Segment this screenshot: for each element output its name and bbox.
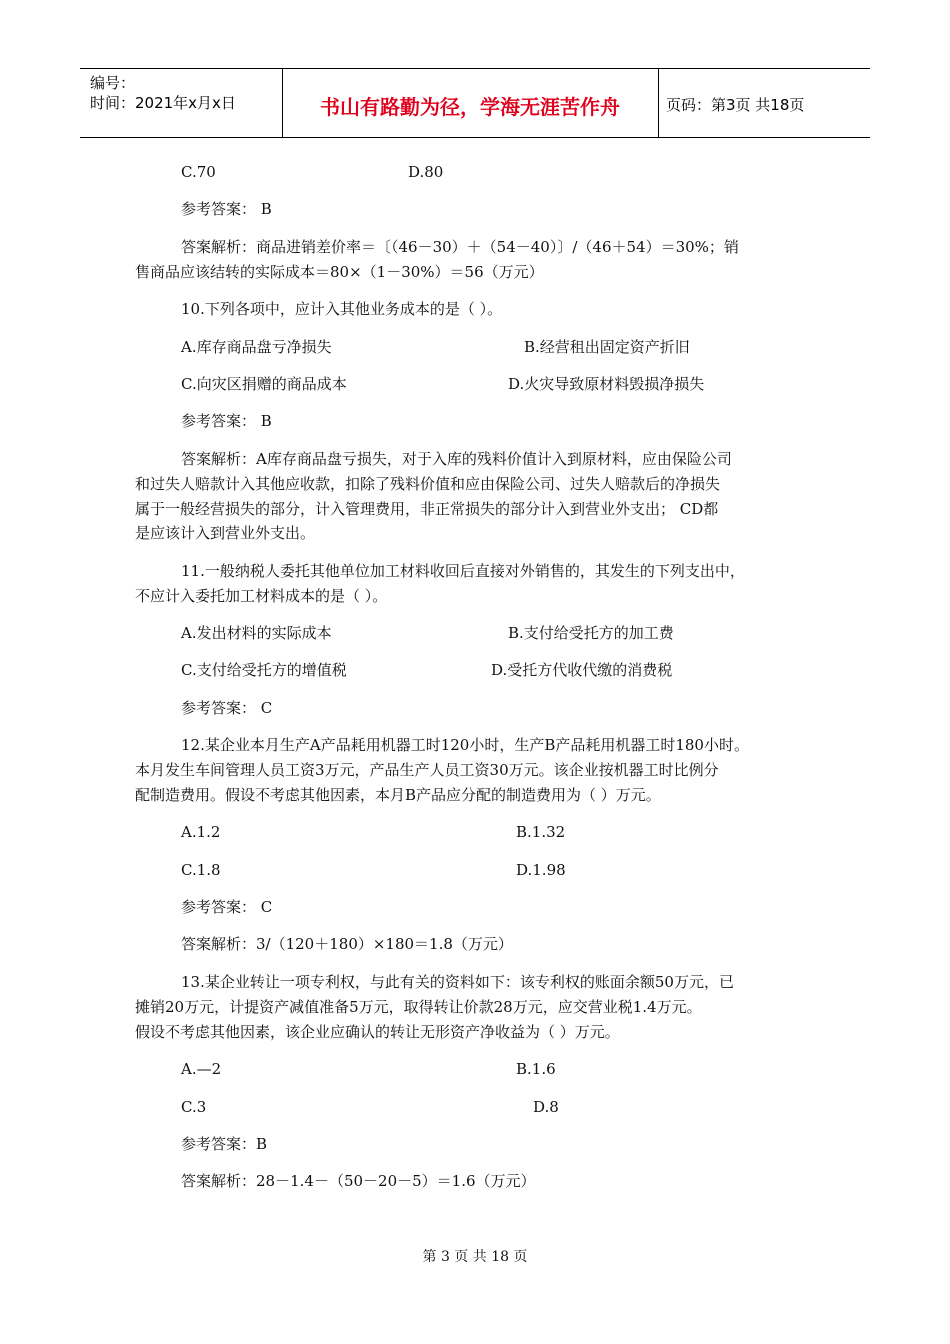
q9-option-c: C.70 [181, 163, 216, 181]
q13-option-b: B.1.6 [516, 1060, 556, 1078]
q13-answer: 参考答案：B [181, 1135, 268, 1153]
q10-explanation-line-1: 答案解析：A库存商品盘亏损失，对于入库的残料价值计入到原材料，应由保险公司 [181, 450, 732, 468]
q11-answer: 参考答案： C [181, 699, 273, 717]
q12-option-b: B.1.32 [516, 823, 566, 841]
header-left-cell [80, 69, 283, 137]
header-page-number: 页码：第3页 共18页 [666, 96, 805, 114]
q13-option-c: C.3 [181, 1098, 207, 1116]
q10-option-b: B.经营租出固定资产折旧 [524, 338, 690, 356]
q9-explanation-line-2: 售商品应该结转的实际成本＝80×（1－30%）＝56（万元） [135, 263, 544, 281]
header-motto: 书山有路勤为径，学海无涯苦作舟 [320, 95, 620, 119]
q13-option-a: A.—2 [181, 1060, 222, 1078]
q13-stem-line-2: 摊销20万元，计提资产减值准备5万元，取得转让价款28万元，应交营业税1.4万元。 [135, 998, 702, 1016]
q10-option-d: D.火灾导致原材料毁损净损失 [508, 375, 705, 393]
q9-explanation-line-1: 答案解析：商品进销差价率＝〔（46－30）＋（54－40）〕/（46＋54）＝30%；销 [181, 238, 739, 256]
q10-explanation-line-4: 是应该计入到营业外支出。 [135, 524, 316, 542]
q12-answer: 参考答案： C [181, 898, 273, 916]
q11-option-b: B.支付给受托方的加工费 [508, 624, 674, 642]
q12-option-d: D.1.98 [516, 861, 566, 879]
q10-explanation-line-3: 属于一般经营损失的部分，计入管理费用，非正常损失的部分计入到营业外支出； CD都 [135, 500, 719, 518]
header-right-cell [658, 69, 870, 137]
q12-stem-line-3: 配制造费用。假设不考虑其他因素，本月B产品应分配的制造费用为（ ）万元。 [135, 786, 661, 804]
q13-stem-line-3: 假设不考虑其他因素，该企业应确认的转让无形资产净收益为（ ）万元。 [135, 1023, 620, 1041]
page-footer: 第 3 页 共 18 页 [422, 1249, 528, 1265]
q12-stem-line-2: 本月发生车间管理人员工资3万元，产品生产人员工资30万元。该企业按机器工时比例分 [135, 761, 719, 779]
q13-option-d: D.8 [533, 1098, 559, 1116]
q12-option-a: A.1.2 [181, 823, 221, 841]
header-middle-cell [282, 69, 659, 137]
q13-explanation: 答案解析：28－1.4－（50－20－5）＝1.6（万元） [181, 1172, 536, 1190]
q11-option-a: A.发出材料的实际成本 [181, 624, 332, 642]
q11-stem-line-2: 不应计入委托加工材料成本的是（ ）。 [135, 587, 388, 605]
q9-option-d: D.80 [408, 163, 444, 181]
q12-explanation: 答案解析：3/（120＋180）×180＝1.8（万元） [181, 935, 513, 953]
q9-answer: 参考答案： B [181, 200, 272, 218]
document-code-label: 编号： [90, 74, 136, 92]
q11-stem-line-1: 11.一般纳税人委托其他单位加工材料收回后直接对外销售的，其发生的下列支出中， [181, 562, 745, 580]
q11-option-c: C.支付给受托方的增值税 [181, 661, 347, 679]
q10-stem: 10.下列各项中，应计入其他业务成本的是（ ）。 [181, 300, 503, 318]
q10-option-c: C.向灾区捐赠的商品成本 [181, 375, 347, 393]
q11-option-d: D.受托方代收代缴的消费税 [491, 661, 673, 679]
q10-option-a: A.库存商品盘亏净损失 [181, 338, 332, 356]
page-header [80, 68, 870, 138]
q10-answer: 参考答案： B [181, 412, 272, 430]
q13-stem-line-1: 13.某企业转让一项专利权，与此有关的资料如下：该专利权的账面余额50万元，已 [181, 973, 734, 991]
q12-option-c: C.1.8 [181, 861, 221, 879]
q10-explanation-line-2: 和过失人赔款计入其他应收款，扣除了残料价值和应由保险公司、过失人赔款后的净损失 [135, 475, 721, 493]
q12-stem-line-1: 12.某企业本月生产A产品耗用机器工时120小时，生产B产品耗用机器工时180小时。 [181, 736, 749, 754]
document-date-label: 时间：2021年x月x日 [90, 94, 236, 112]
